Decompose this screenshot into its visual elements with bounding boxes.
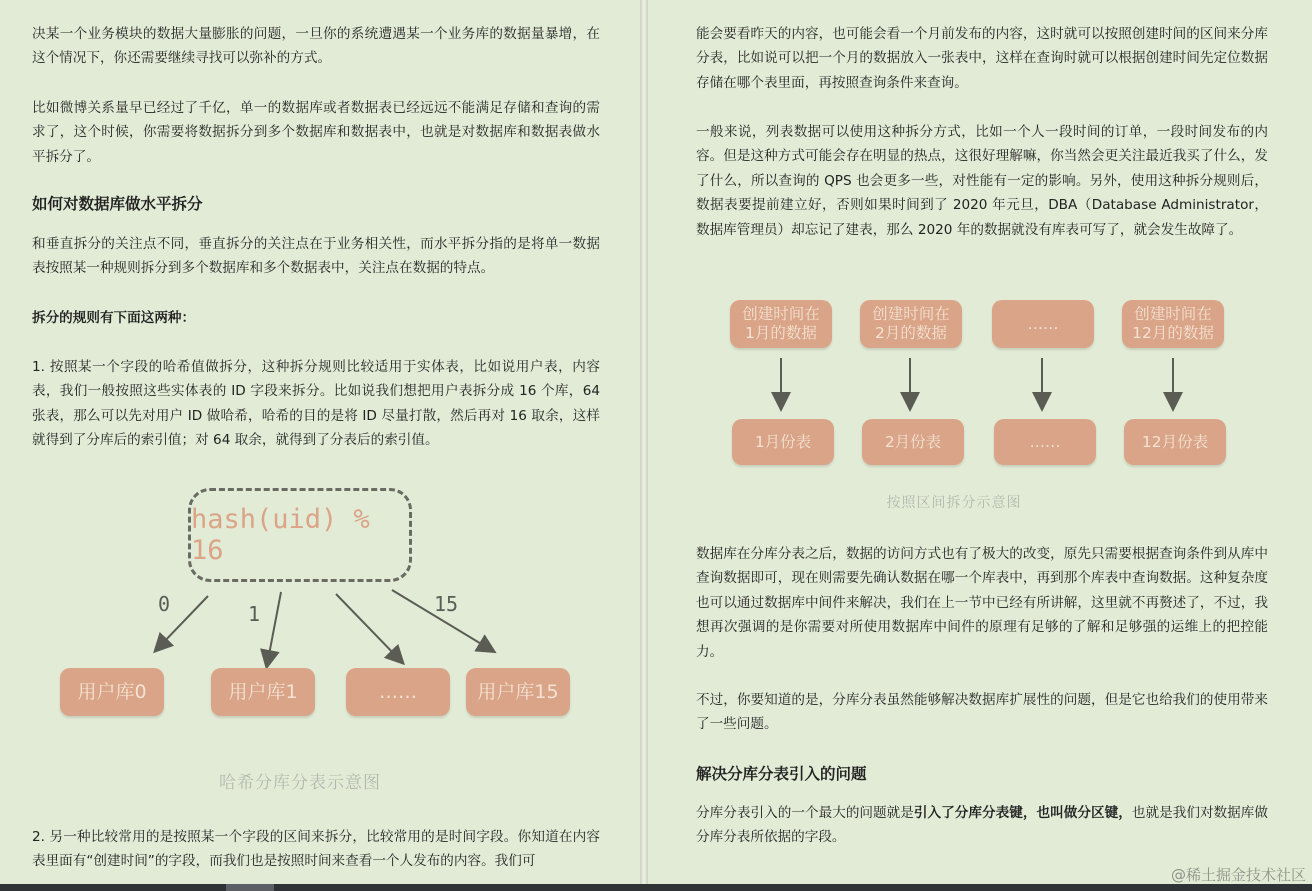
paragraph-rule-hash: 1. 按照某一个字段的哈希值做拆分，这种拆分规则比较适用于实体表，比如说用户表，内容表，我们一般按照这些实体表的 ID 字段来拆分。比如说我们想把用户表拆分成 16 个库，64 张表，那么可以先对用户 ID 做哈希，哈希的目的是将 ID 尽量打散，然后再对 16 取余，这样就得到了分库后的索引值；对 64 取余，就得到了分表后的索引值。 [32, 359, 600, 449]
range-top-box-2: 创建时间在 2月的数据 [860, 300, 962, 348]
range-top-box-1: 创建时间在 1月的数据 [730, 300, 832, 348]
paragraph-list-data: 一般来说，列表数据可以使用这种拆分方式，比如一个人一段时间的订单，一段时间发布的内容。但是这种方式可能会存在明显的热点，这很好理解嘛，你当然会更关注最近我买了什么，发了什么，所以查询的 QPS 也会更多一些，对性能有一定的影响。另外，使用这种拆分规则后，数据表要提前建立好，否则如果时间到了 2020 年元旦，DBA（Database Administrator，数据库管理员）却忘记了建表，那么 2020 年的数据就没有库表可写了，就会发生故障了。 [696, 124, 1268, 238]
scrollbar-thumb[interactable] [226, 884, 274, 891]
arrow-to-ellipsis [336, 594, 398, 658]
hash-arrows [0, 0, 640, 884]
partition-key-suffix: 也就是我们对数据库做分库分表所依据的字段。 [696, 805, 1269, 846]
hash-expression: hash(uid) % 16 [191, 504, 370, 566]
branch-label-1: 1 [248, 602, 261, 626]
horizontal-scrollbar[interactable] [0, 884, 1312, 891]
heading-solve-problems: 解决分库分表引入的问题 [696, 765, 867, 783]
arrow-to-db1 [268, 592, 281, 660]
right-page [648, 0, 1312, 884]
range-diagram-caption: 按照区间拆分示意图 [886, 495, 1022, 511]
heading-horizontal-split: 如何对数据库做水平拆分 [32, 195, 203, 213]
db-box-0: 用户库0 [60, 668, 164, 716]
paragraph-problems-intro: 不过，你要知道的是，分库分表虽然能够解决数据库扩展性的问题，但是它也给我们的使用带来了一些问题。 [696, 692, 1268, 733]
page-gutter [640, 0, 648, 884]
branch-label-15: 15 [434, 592, 459, 616]
branch-label-0: 0 [158, 592, 171, 616]
partition-key-bold: 引入了分库分表键，也叫做分区键， [913, 805, 1132, 821]
paragraph-weibo: 比如微博关系量早已经过了千亿，单一的数据库或者数据表已经远远不能满足存储和查询的需求了，这个时候，你需要将数据拆分到多个数据库和数据表中，也就是对数据库和数据表做水平拆分了。 [32, 100, 600, 165]
paragraph-range-continued: 能会要看昨天的内容，也可能会看一个月前发布的内容，这时就可以按照创建时间的区间来分库分表，比如说可以把一个月的数据放入一张表中，这样在查询时就可以根据创建时间先定位数据存储在哪个表里面，再按照查询条件来查询。 [696, 26, 1268, 91]
watermark: @稀土掘金技术社区 [1170, 866, 1306, 884]
db-box-1: 用户库1 [211, 668, 315, 716]
arrow-to-db0 [160, 596, 208, 646]
hash-diagram-caption: 哈希分库分表示意图 [219, 773, 381, 793]
db-box-ellipsis: …… [346, 668, 450, 716]
db-box-15: 用户库15 [466, 668, 570, 716]
range-bottom-box-12: 12月份表 [1124, 419, 1226, 465]
range-bottom-box-1: 1月份表 [732, 419, 834, 465]
paragraph-rule-range: 2. 另一种比较常用的是按照某一个字段的区间来拆分，比较常用的是时间字段。你知道在内容表里面有“创建时间”的字段，而我们也是按照时间来查看一个人发布的内容。我们可 [32, 829, 600, 870]
paragraph-middleware: 数据库在分库分表之后，数据的访问方式也有了极大的改变，原先只需要根据查询条件到从库中查询数据即可，现在则需要先确认数据在哪一个库表中，再到那个库表中查询数据。这种复杂度也可以通过数据库中间件来解决，我们在上一节中已经有所讲解，这里就不再赘述了，不过，我想再次强调的是你需要对所使用数据库中间件的原理有足够的了解和足够强的运维上的把控能力。 [696, 546, 1268, 660]
paragraph-horizontal-vs-vertical: 和垂直拆分的关注点不同，垂直拆分的关注点在于业务相关性，而水平拆分指的是将单一数据表按照某一种规则拆分到多个数据库和多个数据表中，关注点在数据的特点。 [32, 236, 600, 277]
paragraph-partition-key [696, 801, 1268, 850]
left-page [0, 0, 640, 884]
rules-title: 拆分的规则有下面这两种： [32, 310, 196, 326]
range-bottom-box-2: 2月份表 [862, 419, 964, 465]
range-top-box-12: 创建时间在 12月的数据 [1122, 300, 1224, 348]
partition-key-prefix: 分库分表引入的一个最大的问题就是 [696, 805, 914, 821]
range-top-box-ellipsis: …… [992, 300, 1094, 348]
paragraph-intro: 决某一个业务模块的数据大量膨胀的问题，一旦你的系统遭遇某一个业务库的数据量暴增，在这个情况下，你还需要继续寻找可以弥补的方式。 [32, 26, 600, 67]
range-bottom-box-ellipsis: …… [994, 419, 1096, 465]
arrow-to-db15 [392, 590, 488, 648]
